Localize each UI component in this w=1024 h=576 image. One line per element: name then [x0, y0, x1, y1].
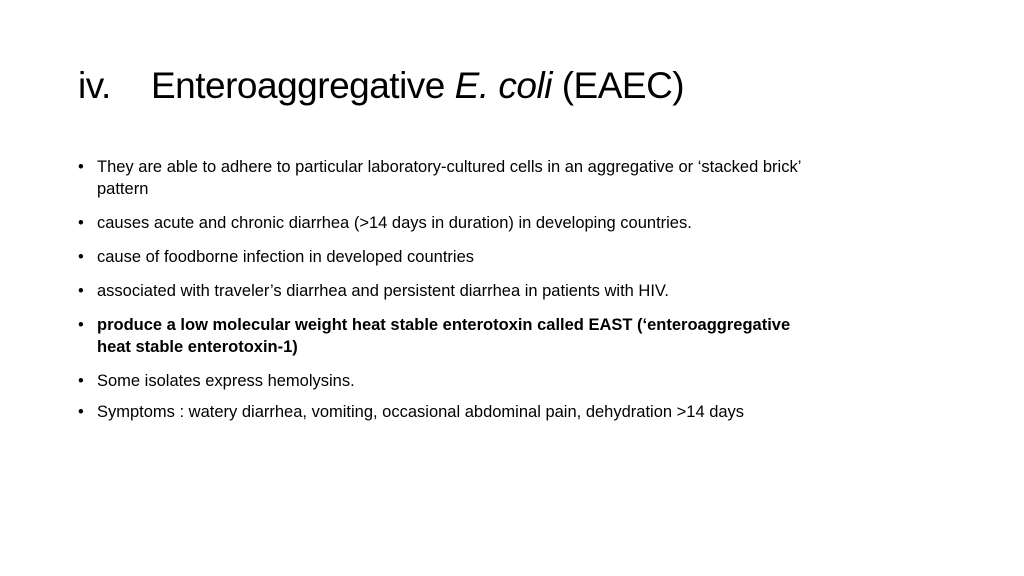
bullet-icon: •: [78, 158, 84, 176]
bullet-item: [78, 246, 818, 268]
bullet-icon: •: [78, 282, 84, 300]
bullet-icon: •: [78, 316, 84, 334]
bullet-list: [78, 156, 818, 435]
title-main-text: Enteroaggregative: [151, 65, 455, 106]
bullet-icon: •: [78, 214, 84, 232]
bullet-icon: •: [78, 372, 84, 390]
title-suffix: (EAEC): [551, 65, 685, 106]
bullet-text: Symptoms : watery diarrhea, vomiting, occasional abdominal pain, dehydration >14 days: [97, 403, 745, 421]
bullet-text: They are able to adhere to particular laboratory-cultured cells in an aggregative or ‘stacked brick’ pattern: [97, 158, 801, 198]
bullet-item: [78, 401, 818, 423]
bullet-item: [78, 156, 818, 200]
bullet-icon: •: [78, 248, 84, 266]
bullet-item: [78, 212, 818, 234]
bullet-text: produce a low molecular weight heat stable enterotoxin called EAST (‘enteroaggregative heat stable enterotoxin-1): [97, 316, 791, 356]
bullet-item: [78, 370, 818, 392]
bullet-text: Some isolates express hemolysins.: [97, 372, 355, 390]
bullet-item-bold: [78, 314, 818, 358]
slide-title: [78, 62, 684, 110]
title-number: iv.: [78, 65, 111, 106]
bullet-text: cause of foodborne infection in developed countries: [97, 248, 475, 266]
bullet-item: [78, 280, 818, 302]
bullet-text: causes acute and chronic diarrhea (>14 days in duration) in developing countries.: [97, 214, 692, 232]
bullet-text: associated with traveler’s diarrhea and persistent diarrhea in patients with HIV.: [97, 282, 670, 300]
bullet-icon: •: [78, 403, 84, 421]
title-italic-organism: E. coli: [454, 65, 552, 106]
